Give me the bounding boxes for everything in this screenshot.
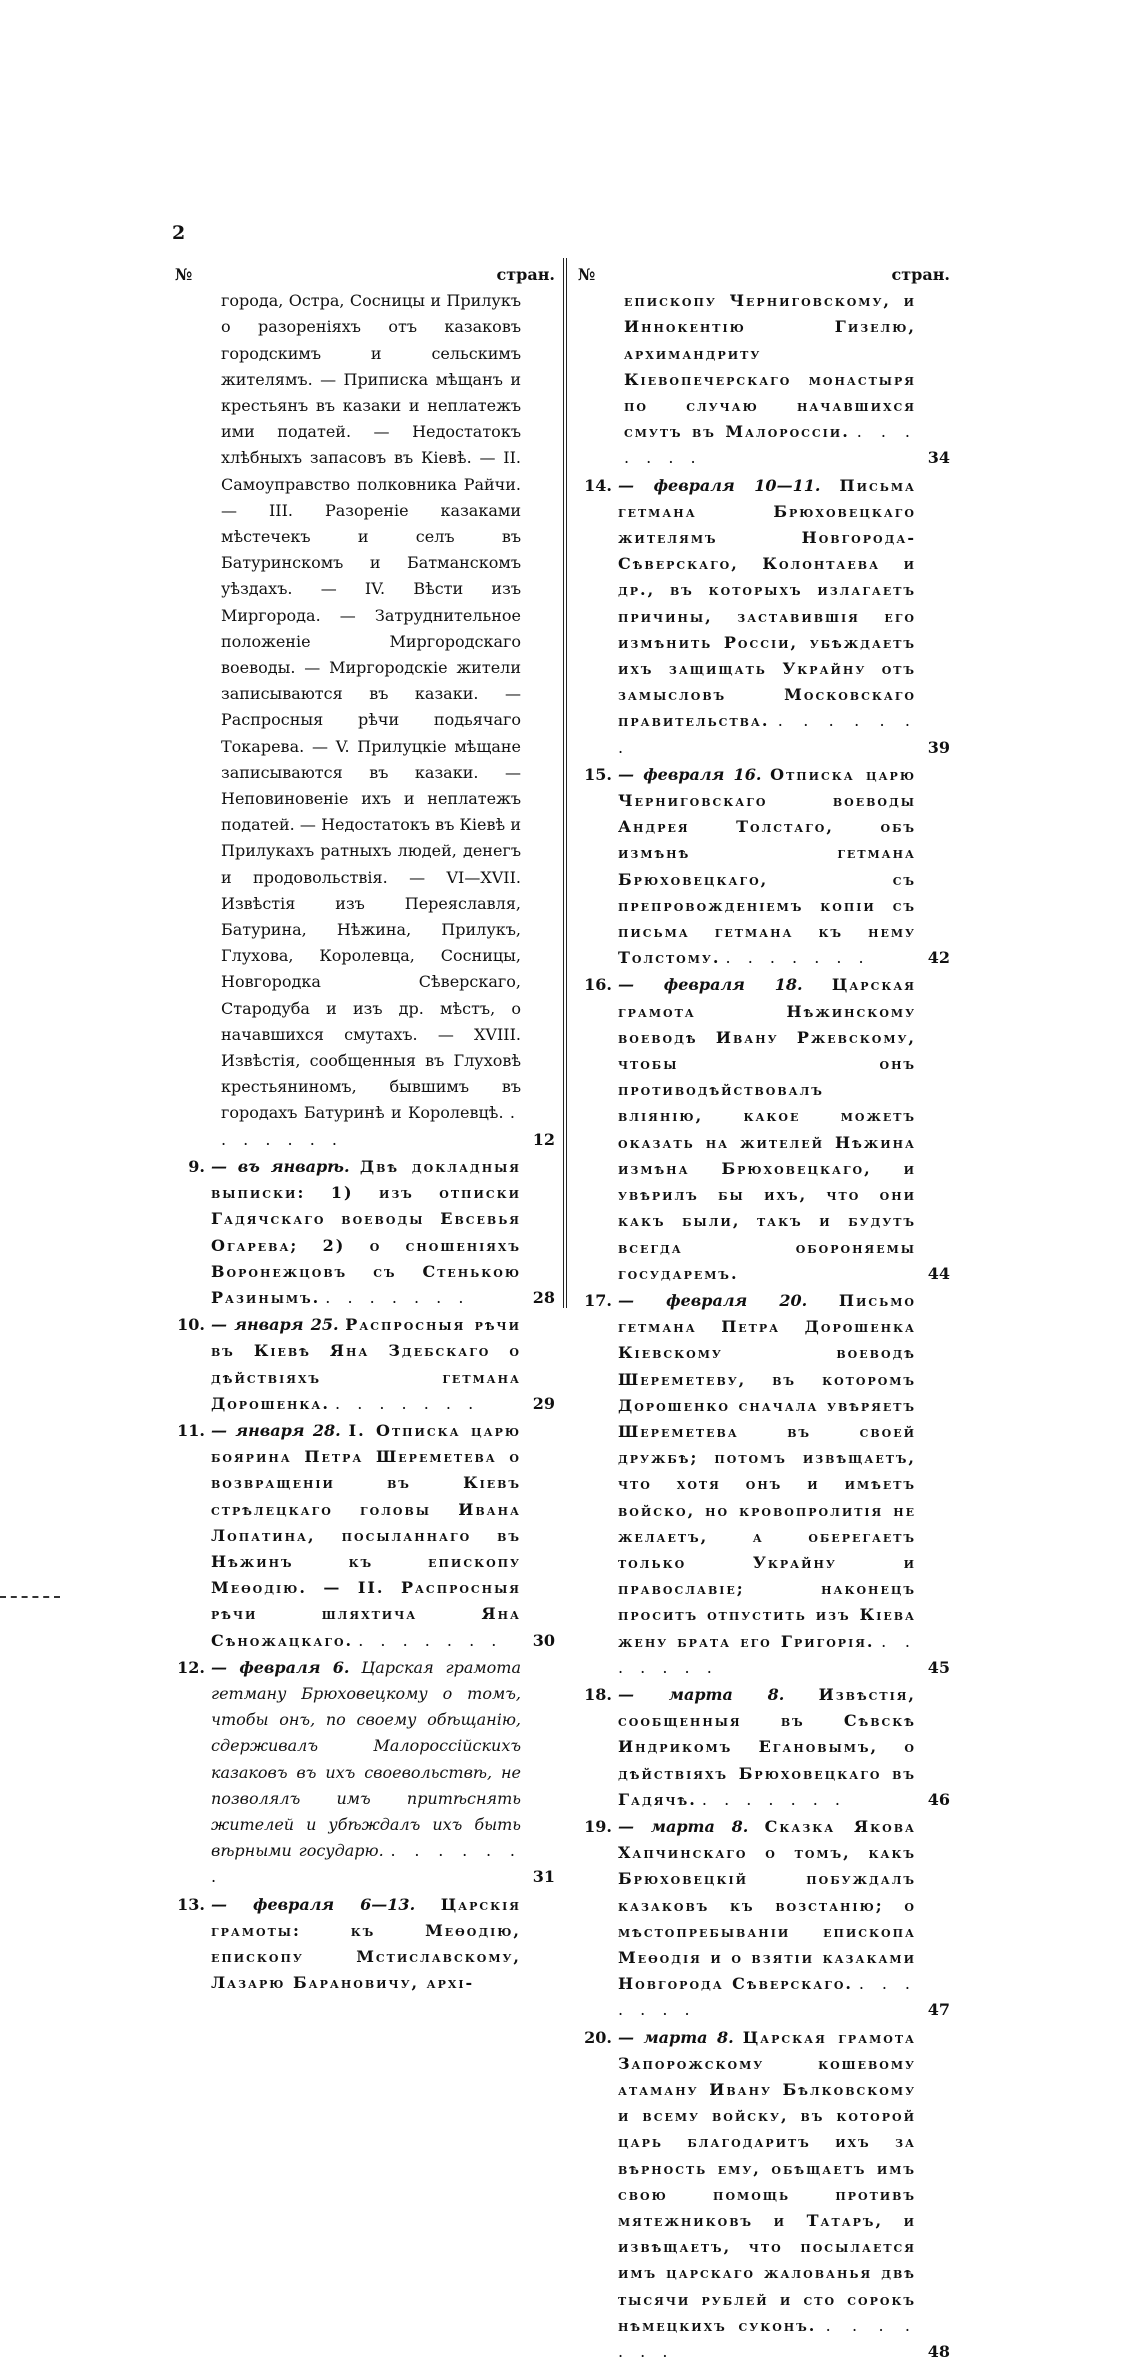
entry-text: — февраля 18. Царская грамота Нѣжинскому воеводѣ Ивану Ржевскому, чтобы онъ противодѣйствовалъ вліянію, какое можетъ оказать на жителей Нѣжина измѣна Брюховецкаго, и увѣрилъ бы ихъ, что они какъ были, такъ и будутъ всегда обороняемы государемъ. xyxy=(618,975,917,1283)
scan-edge-mark xyxy=(0,1596,60,1598)
entry-text: — марта 8. Сказка Якова Хапчинскаго о томъ, какъ Брюховецкій побуждалъ казаковъ къ возстанію; о мѣстопребываніи епископа Меѳодія и о взятіи казаками Новгорода Сѣверскаго. . . . . . . . xyxy=(618,1816,916,2020)
dot-leader: . . . . . . . xyxy=(618,1974,916,2020)
entry-number: 12. xyxy=(177,1657,205,1677)
dot-leader: . . . . . . . xyxy=(335,1393,480,1413)
entry-text: — февраля 6—13. Царскія грамоты: къ Меѳодію, епископу Мстиславскому, Лазарю Барановичу, архі- xyxy=(211,1894,521,1993)
left-column xyxy=(175,262,555,1997)
toc-entry-14 xyxy=(578,473,950,761)
dot-leader: . . . . . . . xyxy=(725,948,870,968)
page-number: 2 xyxy=(172,222,186,244)
toc-entry-12 xyxy=(175,1655,555,1891)
entry-date: — февраля 6. xyxy=(211,1657,350,1677)
entry-date: — марта 8. xyxy=(618,1684,785,1704)
entry-page: 45 xyxy=(927,1657,950,1677)
entry-page: 30 xyxy=(532,1630,555,1650)
dot-leader: . . . . . . . xyxy=(624,422,916,468)
entry-number: 17. xyxy=(584,1290,612,1310)
entry-text: — января 28. I. Отписка царю боярина Петра Шереметева о возвращеніи въ Кіевъ стрѣлецкаго головы Ивана Лопатина, посыланнаго въ Нѣжинъ къ епископу Меѳодію. — II. Распросныя рѣчи шляхтича Яна Сѣножацкаго. . . . . . . . xyxy=(211,1420,522,1650)
toc-entry-15 xyxy=(578,762,950,972)
entry-date: — февраля 10—11. xyxy=(618,475,821,495)
entry-text: — въ январѣ. Двѣ докладныя выписки: 1) изъ отписки Гадячскаго воеводы Евсевья Огарева; 2) о сношеніяхъ Воронежцовъ съ Стенькою Разинымъ. . . . . . . . xyxy=(211,1156,521,1307)
entry-page: 42 xyxy=(927,948,950,968)
entry-page: 48 xyxy=(927,2342,950,2362)
dot-leader: . . . . . . . xyxy=(221,1103,521,1149)
entry-date: — января 25. xyxy=(211,1315,339,1335)
entry-number: 20. xyxy=(584,2027,612,2047)
entry-text: — марта 8. Извѣстія, сообщенныя въ Сѣвскѣ Индрикомъ Егановымъ, о дѣйствіяхъ Брюховецкаго въ Гадячѣ. . . . . . . . xyxy=(618,1684,916,1809)
entry-text: — января 25. Распросныя рѣчи въ Кіевѣ Яна Здебскаго о дѣйствіяхъ гетмана Дорошенка. . . . . . . . xyxy=(211,1315,521,1413)
dot-leader: . . . . . . . xyxy=(358,1630,503,1650)
right-column xyxy=(578,262,950,2366)
right-column-header xyxy=(578,262,950,288)
entry-number: 15. xyxy=(584,764,612,784)
toc-entry-18 xyxy=(578,1682,950,1813)
entry-number: 9. xyxy=(188,1156,205,1176)
entry-number: 10. xyxy=(177,1315,205,1335)
toc-entry-continuation-right xyxy=(578,288,950,471)
toc-entry-20 xyxy=(578,2025,950,2366)
entry-date: — января 28. xyxy=(211,1420,341,1440)
left-num-header: № xyxy=(175,265,193,284)
entry-page: 31 xyxy=(532,1867,555,1887)
entry-text: — февраля 16. Отписка царю Черниговскаго воеводы Андрея Толстаго, объ измѣнѣ гетмана Брюховецкаго, съ препровожденіемъ копіи съ письма гетмана къ нему Толстому. . . . . . . . xyxy=(618,764,916,968)
entry-date: — февраля 20. xyxy=(618,1290,808,1310)
entry-number: 16. xyxy=(584,975,612,995)
entry-number: 18. xyxy=(584,1684,612,1704)
entry-text: епископу Черниговскому, и Иннокентію Гизелю, архимандриту Кіевопечерскаго монастыря по случаю начавшихся смутъ въ Малороссіи. . . . . . . . xyxy=(624,291,916,468)
toc-entry-9 xyxy=(175,1154,555,1311)
entry-date: — марта 8. xyxy=(618,1816,749,1836)
toc-entry-continuation-left xyxy=(175,288,555,1153)
entry-date: — февраля 6—13. xyxy=(211,1894,416,1914)
entry-page: 34 xyxy=(927,448,950,468)
dot-leader: . . . . . . . xyxy=(618,2315,916,2362)
right-page-header: стран. xyxy=(891,265,950,284)
dot-leader: . . . . . . . xyxy=(325,1287,470,1307)
entry-page: 47 xyxy=(927,2000,950,2020)
toc-entry-16 xyxy=(578,972,950,1286)
entry-text: — марта 8. Царская грамота Запорожскому кошевому атаману Ивану Бѣлковскому и всему войску, въ которой царь благодаритъ ихъ за вѣрность ему, обѣщаетъ имъ свою помощь противъ мятежниковъ и Татаръ, и извѣщаетъ, что посылается имъ царскаго жалованья двѣ тысячи рублей и сто сорокъ нѣмецкихъ суконъ. . . . . . . . xyxy=(618,2027,916,2362)
entry-date: — февраля 18. xyxy=(618,975,803,995)
toc-entry-11 xyxy=(175,1418,555,1654)
entry-page: 28 xyxy=(532,1287,555,1307)
toc-entry-10 xyxy=(175,1312,555,1417)
entry-page: 44 xyxy=(927,1263,950,1283)
entry-text: — февраля 20. Письмо гетмана Петра Дорошенка Кіевскому воеводѣ Шереметеву, въ которомъ Дорошенко сначала увѣряетъ Шереметева въ своей дружбѣ; потомъ извѣщаетъ, что хотя онъ и имѣетъ войско, но кровопролитія не желаетъ, а оберегаетъ только Украйну и православіе; наконецъ проситъ отпустить изъ Кіева жену брата его Григорія. . . . . . . . xyxy=(618,1290,917,1677)
entry-number: 13. xyxy=(177,1894,205,1914)
entry-page: 12 xyxy=(532,1129,555,1149)
entry-date: — февраля 16. xyxy=(618,764,762,784)
entry-page: 39 xyxy=(927,737,950,757)
right-num-header: № xyxy=(578,265,596,284)
toc-entry-19 xyxy=(578,1814,950,2024)
entry-text: — февраля 10—11. Письма гетмана Брюховецкаго жителямъ Новгорода-Сѣверскаго, Колонтаева и др., въ которыхъ излагаетъ причины, заставившія его измѣнить Россіи, убѣждаетъ ихъ защищать Украйну отъ замысловъ Московскаго правительства. . . . . . . . xyxy=(618,475,916,757)
entry-text: города, Остра, Сосницы и Прилукъ о разореніяхъ отъ казаковъ городскимъ и сельскимъ жителямъ. — Приписка мѣщанъ и крестьянъ въ казаки и неплатежъ ими податей. — Недостатокъ хлѣбныхъ запасовъ въ Кіевѣ. — II. Самоуправство полковника Райчи. — III. Разореніе казаками мѣстечекъ и селъ въ Батуринскомъ и Батманскомъ уѣздахъ. — IV. Вѣсти изъ Миргорода. — Затруднительное положеніе Миргородскаго воеводы. — Миргородскіе жители записываются въ казаки. — Распросныя рѣчи подьячаго Токарева. — V. Прилуцкіе мѣщане записываются въ казаки. — Неповиновеніе ихъ и неплатежъ податей. — Недостатокъ въ Кіевѣ и Прилукахъ ратныхъ людей, денегъ и продовольствія. — VI—XVII. Извѣстія изъ Переяславля, Батурина, Нѣжина, Прилукъ, Глухова, Королевца, Сосницы, Новгородка Сѣверскаго, Стародуба и изъ др. мѣстъ, о начавшихся смутахъ. — XVIII. Извѣстія, сообщенныя въ Глуховѣ крестьяниномъ, бывшимъ въ городахъ Батуринѣ и Королевцѣ. . . . . . . . xyxy=(221,291,521,1149)
entry-date: — марта 8. xyxy=(618,2027,734,2047)
toc-entry-17 xyxy=(578,1288,950,1681)
entry-number: 14. xyxy=(584,475,612,495)
dot-leader: . . . . . . . xyxy=(618,711,916,757)
entry-number: 19. xyxy=(584,1816,612,1836)
entry-number: 11. xyxy=(177,1420,205,1440)
dot-leader: . . . . . . . xyxy=(701,1789,847,1809)
entry-page: 46 xyxy=(927,1789,950,1809)
dot-leader: . . . . . . . xyxy=(211,1841,522,1887)
entry-page: 29 xyxy=(532,1393,555,1413)
entry-text: — февраля 6. Царская грамота гетману Брюховецкому о томъ, чтобы онъ, по своему обѣщанію, сдерживалъ Малороссійскихъ казаковъ въ ихъ своевольствѣ, не позволялъ имъ притѣснять жителей и убѣждалъ ихъ быть вѣрными государю. . . . . . . . xyxy=(211,1657,522,1887)
left-column-header xyxy=(175,262,555,288)
entry-date: — въ январѣ. xyxy=(211,1156,350,1176)
dot-leader: . . . . . . . xyxy=(618,1631,916,1677)
column-divider xyxy=(563,258,567,1308)
toc-entry-13 xyxy=(175,1892,555,1997)
left-page-header: стран. xyxy=(496,265,555,284)
